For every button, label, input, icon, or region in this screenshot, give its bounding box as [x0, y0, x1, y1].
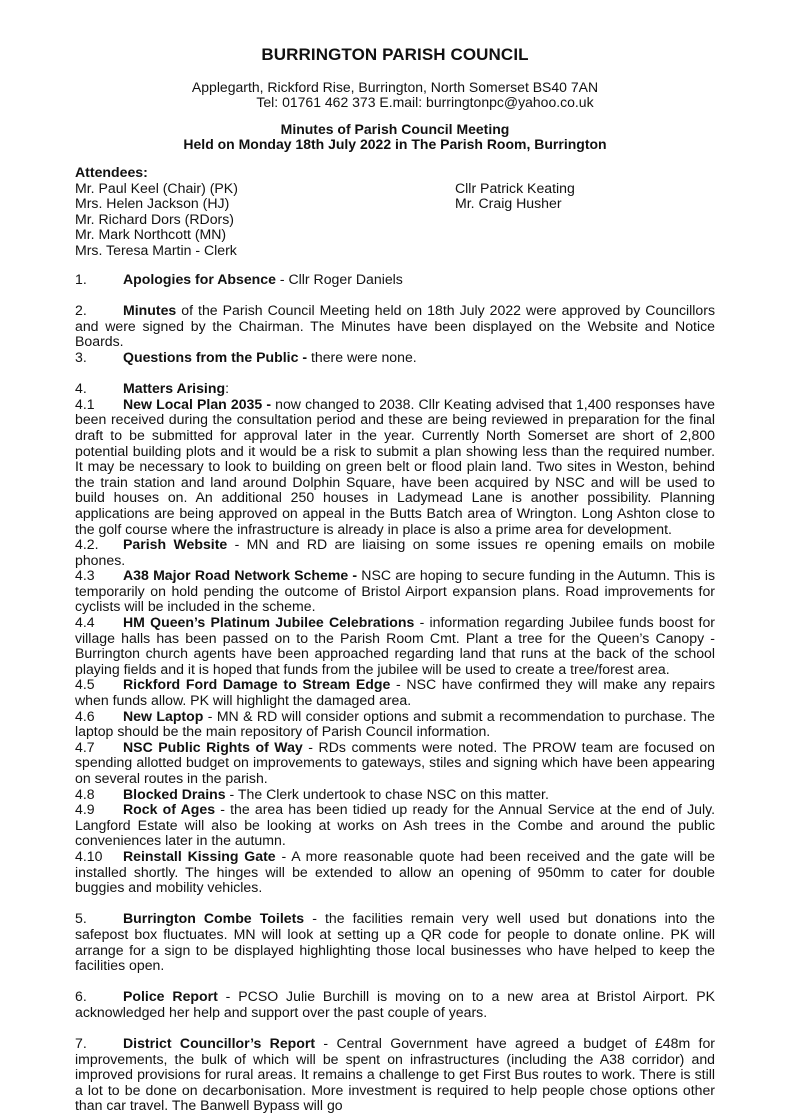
attendee: Mr. Richard Dors (RDors) [75, 210, 234, 227]
minute-item-2: 2. Minutes of the Parish Council Meeting held on 18th July 2022 were approved by Councillors and were signed by the Chairman. The Minutes have been displayed on the Website and Notice Boards. [75, 302, 715, 350]
attendees-section [75, 165, 715, 259]
minute-item-4: 4. Matters Arising: [75, 380, 229, 397]
council-contact: Tel: 01761 462 373 E.mail: burringtonpc@yahoo.co.uk [256, 94, 594, 110]
attendees-column-1 [75, 181, 455, 259]
attendees-column-2 [455, 181, 715, 259]
council-address: Applegarth, Rickford Rise, Burrington, North Somerset BS40 7AN [191, 79, 599, 95]
attendee: Mrs. Helen Jackson (HJ) [75, 195, 230, 212]
meeting-details: Held on Monday 18th July 2022 in The Parish Room, Burrington [183, 136, 607, 152]
attendee: Mrs. Teresa Martin - Clerk [75, 241, 237, 258]
minute-item-4-8: 4.8 Blocked Drains - The Clerk undertook to chase NSC on this matter. [75, 785, 549, 802]
minute-item-4-2: 4.2. Parish Website - MN and RD are liaising on some issues re opening emails on mobile phones. [75, 536, 715, 568]
attendees-heading: Attendees: [75, 164, 148, 180]
minute-item-5: 5. Burrington Combe Toilets - the facilities remain very well used but donations into the safepost box fluctuates. MN will look at setting up a QR code for people to donate online. PK will arrange for a sign to be displayed highlighting those local businesses who have helped to keep the facilities open. [75, 910, 715, 974]
minute-item-4-1: 4.1 New Local Plan 2035 - now changed to 2038. Cllr Keating advised that 1,400 responses have been received during the consultation period and these are being reviewed in preparation for the final draft to be submitted for approval later in the year. Currently North Somerset are short of 2,800 potential building plots and it would be a risk to submit a plan showing less than the required number. It may be necessary to look to building on green belt or flood plain land. Two sites in Weston, behind the train station and land around Dolphin Square, have been acquired by NSC and will be used to build houses on. An additional 250 houses in Ladymead Lane is another possibility. Planning applications are being approved on appeal in the Butts Batch area of Wrington. Long Ashton close to the golf course where the infrastructure is already in place is also a prime area for development. [75, 395, 716, 537]
minutes-subtitle: Minutes of Parish Council Meeting [280, 121, 510, 137]
minute-item-4-9: 4.9 Rock of Ages - the area has been tidied up ready for the Annual Service at the end of July. Langford Estate will also be looking at works on Ash trees in the Combe and around the public conveniences later in the autumn. [75, 801, 716, 849]
council-title: BURRINGTON PARISH COUNCIL [261, 45, 529, 64]
minute-item-4-7: 4.7 NSC Public Rights of Way - RDs comments were noted. The PROW team are focused on spending allotted budget on improvements to gateways, stiles and signing which have been appearing on several routes in the parish. [75, 738, 716, 786]
attendee: Mr. Mark Northcott (MN) [75, 226, 227, 243]
minute-item-4-10: 4.10 Reinstall Kissing Gate - A more reasonable quote had been received and the gate will be installed shortly. The hinges will be extended to allow an opening of 950mm to cater for double buggies and mobility vehicles. [75, 847, 715, 896]
minute-item-4-4: 4.4 HM Queen’s Platinum Jubilee Celebrations - information regarding Jubilee funds boost for village halls has been passed on to the Parish Room Cmt. Plant a tree for the Queen’s Canopy - Burrington church agents have been approached regarding land that runs at the back of the school playing fields and it is hoped that funds from the jubilee will be used to create a tree/forest area. [75, 614, 715, 677]
attendee: Mr. Craig Husher [455, 195, 562, 212]
minute-item-7: 7. District Councillor’s Report - Central Government have agreed a budget of £48m for improvements, the bulk of which will be spent on infrastructures (including the A38 corridor) and improved provisions for rural areas. It remains a challenge to get First Bus routes to work. There is still a lot to be done on decarbonisation. More investment is required to help people chose options other than car travel. The Banwell Bypass will go [75, 1035, 715, 1114]
minute-item-6: 6. Police Report - PCSO Julie Burchill is moving on to a new area at Bristol Airport. PK acknowledged her help and support over the past couple of years. [75, 988, 715, 1020]
minute-item-4-6: 4.6 New Laptop - MN & RD will consider options and submit a recommendation to purchase. The laptop should be the main repository of Parish Council information. [75, 707, 715, 740]
minute-item-1: 1. Apologies for Absence - Cllr Roger Daniels [75, 271, 403, 287]
minute-item-4-5: 4.5 Rickford Ford Damage to Stream Edge - NSC have confirmed they will make any repairs when funds allow. PK will highlight the damaged area. [75, 676, 715, 709]
attendee: Cllr Patrick Keating [455, 179, 575, 196]
minute-item-4-3: 4.3 A38 Major Road Network Scheme - NSC are hoping to secure funding in the Autumn. This is temporarily on hold pending the outcome of Bristol Airport expansion plans. Road improvements for cyclists will be included in the scheme. [75, 567, 715, 615]
minute-item-3: 3. Questions from the Public - there were none. [75, 348, 417, 365]
attendee: Mr. Paul Keel (Chair) (PK) [75, 179, 238, 196]
minutes-body [75, 272, 715, 1114]
